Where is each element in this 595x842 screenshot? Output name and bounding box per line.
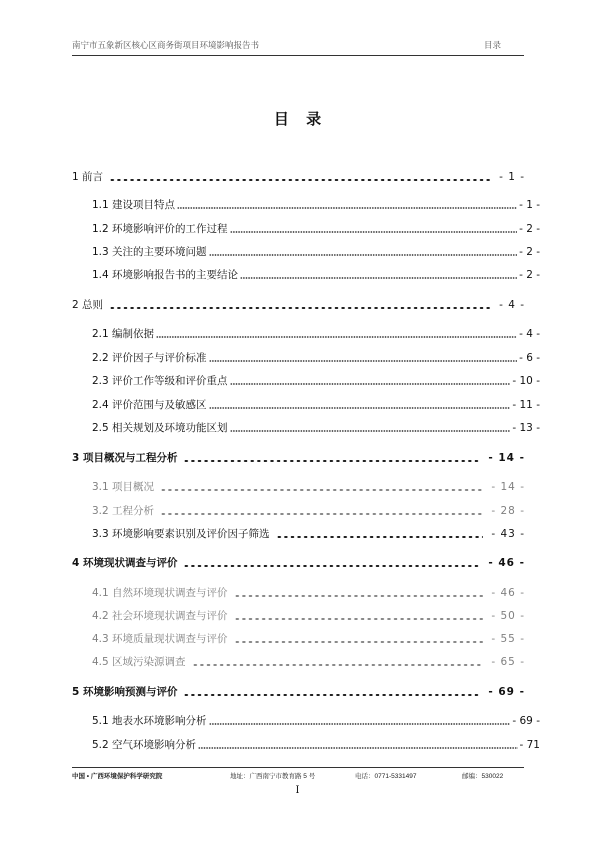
- dot-leader: [160, 489, 483, 491]
- toc-entry-section[interactable]: [92, 222, 540, 236]
- toc-entry-label: 5.1 地表水环境影响分析: [92, 715, 207, 727]
- toc-entry-section[interactable]: [92, 527, 525, 541]
- dot-leader: [198, 747, 517, 749]
- dot-leader: [209, 254, 518, 256]
- header-divider: [72, 55, 524, 56]
- toc-entry-page: - 13 -: [512, 422, 540, 434]
- toc-entry-label: 2.4 评价范围与及敏感区: [92, 399, 207, 411]
- toc-entry-page: - 71: [519, 739, 540, 751]
- footer-address: 地址：广西南宁市教育路 5 号: [230, 773, 316, 780]
- dot-leader: [192, 664, 484, 666]
- toc-entry-page: - 2 -: [519, 246, 540, 258]
- toc-entry-label: 4 环境现状调查与评价: [72, 557, 178, 569]
- dot-leader: [209, 360, 518, 362]
- toc-entry-page: - 14 -: [491, 481, 525, 493]
- running-header-title: 南宁市五象新区核心区商务街项目环境影响报告书: [72, 41, 260, 51]
- toc-entry-page: - 6 -: [519, 352, 540, 364]
- dot-leader: [183, 694, 480, 696]
- toc-entry-label: 3.2 工程分析: [92, 505, 155, 517]
- running-header-section: 目录: [484, 41, 502, 51]
- toc-entry-page: - 46 -: [488, 557, 525, 569]
- toc-entry-label: 3.1 项目概况: [92, 481, 155, 493]
- toc-entry-section[interactable]: [92, 198, 540, 212]
- toc-entry-section[interactable]: [92, 738, 540, 752]
- toc-entry-label: 4.3 环境质量现状调查与评价: [92, 633, 228, 645]
- toc-entry-section[interactable]: [92, 374, 540, 388]
- dot-leader: [183, 565, 480, 567]
- footer-organization: 中国 • 广西环境保护科学研究院: [72, 773, 163, 780]
- toc-entry-label: 1.1 建设项目特点: [92, 199, 176, 211]
- toc-entry-page: - 10 -: [512, 375, 540, 387]
- toc-entry-page: - 14 -: [488, 452, 525, 464]
- dot-leader: [160, 513, 483, 515]
- toc-entry-section[interactable]: [92, 398, 540, 412]
- toc-entry-page: - 65 -: [491, 656, 525, 668]
- dot-leader: [209, 407, 511, 409]
- toc-entry-page: - 69 -: [512, 715, 540, 727]
- page-number: I: [295, 785, 300, 796]
- toc-entry-section[interactable]: [92, 421, 540, 435]
- toc-entry-page: - 50 -: [491, 610, 525, 622]
- dot-leader: [234, 641, 484, 643]
- toc-entry-label: 2.5 相关规划及环境功能区划: [92, 422, 228, 434]
- toc-entry-page: - 4 -: [519, 328, 540, 340]
- toc-entry-page: - 1 -: [499, 171, 525, 183]
- toc-entry-page: - 46 -: [491, 587, 525, 599]
- toc-entry-label: 4.1 自然环境现状调查与评价: [92, 587, 228, 599]
- toc-entry-label: 3.3 环境影响要素识别及评价因子筛选: [92, 528, 270, 540]
- dot-leader: [230, 430, 511, 432]
- toc-entry-label: 1 前言: [72, 171, 104, 183]
- toc-entry-page: - 43 -: [491, 528, 525, 540]
- toc-entry-page: - 2 -: [519, 269, 540, 281]
- toc-entry-section[interactable]: [92, 351, 540, 365]
- footer-phone: 电话：0771-5331497: [355, 773, 417, 780]
- dot-leader: [230, 231, 518, 233]
- dot-leader: [209, 723, 511, 725]
- dot-leader: [109, 307, 491, 309]
- toc-entry-label: 4.5 区域污染源调查: [92, 656, 186, 668]
- toc-entry-section[interactable]: [92, 609, 525, 623]
- toc-entry-label: 2.3 评价工作等级和评价重点: [92, 375, 228, 387]
- footer-divider: [72, 767, 524, 768]
- dot-leader: [240, 277, 517, 279]
- toc-entry-chapter[interactable]: [72, 556, 525, 570]
- toc-entry-section[interactable]: [92, 504, 525, 518]
- toc-entry-label: 1.3 关注的主要环境问题: [92, 246, 207, 258]
- toc-entry-section[interactable]: [92, 268, 540, 282]
- toc-entry-page: - 1 -: [519, 199, 540, 211]
- toc-entry-chapter[interactable]: [72, 170, 525, 184]
- toc-entry-page: - 11 -: [512, 399, 540, 411]
- toc-entry-chapter[interactable]: [72, 685, 525, 699]
- dot-leader: [230, 383, 511, 385]
- toc-entry-label: 5.2 空气环境影响分析: [92, 739, 197, 751]
- toc-entry-section[interactable]: [92, 327, 540, 341]
- toc-entry-label: 2 总则: [72, 299, 104, 311]
- toc-entry-page: - 69 -: [488, 686, 525, 698]
- dot-leader: [276, 536, 484, 538]
- toc-entry-page: - 28 -: [491, 505, 525, 517]
- toc-entry-section[interactable]: [92, 655, 525, 669]
- dot-leader: [109, 179, 491, 181]
- toc-entry-page: - 4 -: [499, 299, 525, 311]
- footer-postcode: 邮编：530022: [462, 773, 504, 780]
- dot-leader: [177, 207, 517, 209]
- page-title: 目 录: [273, 110, 328, 128]
- dot-leader: [156, 336, 517, 338]
- toc-entry-label: 1.4 环境影响报告书的主要结论: [92, 269, 239, 281]
- toc-entry-page: - 55 -: [491, 633, 525, 645]
- toc-entry-label: 1.2 环境影响评价的工作过程: [92, 223, 228, 235]
- dot-leader: [183, 460, 480, 462]
- toc-entry-section[interactable]: [92, 714, 540, 728]
- toc-entry-label: 4.2 社会环境现状调查与评价: [92, 610, 228, 622]
- toc-entry-label: 5 环境影响预测与评价: [72, 686, 178, 698]
- toc-entry-chapter[interactable]: [72, 451, 525, 465]
- toc-entry-section[interactable]: [92, 586, 525, 600]
- dot-leader: [234, 618, 484, 620]
- toc-entry-label: 2.1 编制依据: [92, 328, 155, 340]
- toc-entry-section[interactable]: [92, 480, 525, 494]
- toc-entry-section[interactable]: [92, 245, 540, 259]
- dot-leader: [234, 595, 484, 597]
- toc-entry-label: 3 项目概况与工程分析: [72, 452, 178, 464]
- toc-entry-page: - 2 -: [519, 223, 540, 235]
- toc-entry-chapter[interactable]: [72, 298, 525, 312]
- toc-entry-label: 2.2 评价因子与评价标准: [92, 352, 207, 364]
- toc-entry-section[interactable]: [92, 632, 525, 646]
